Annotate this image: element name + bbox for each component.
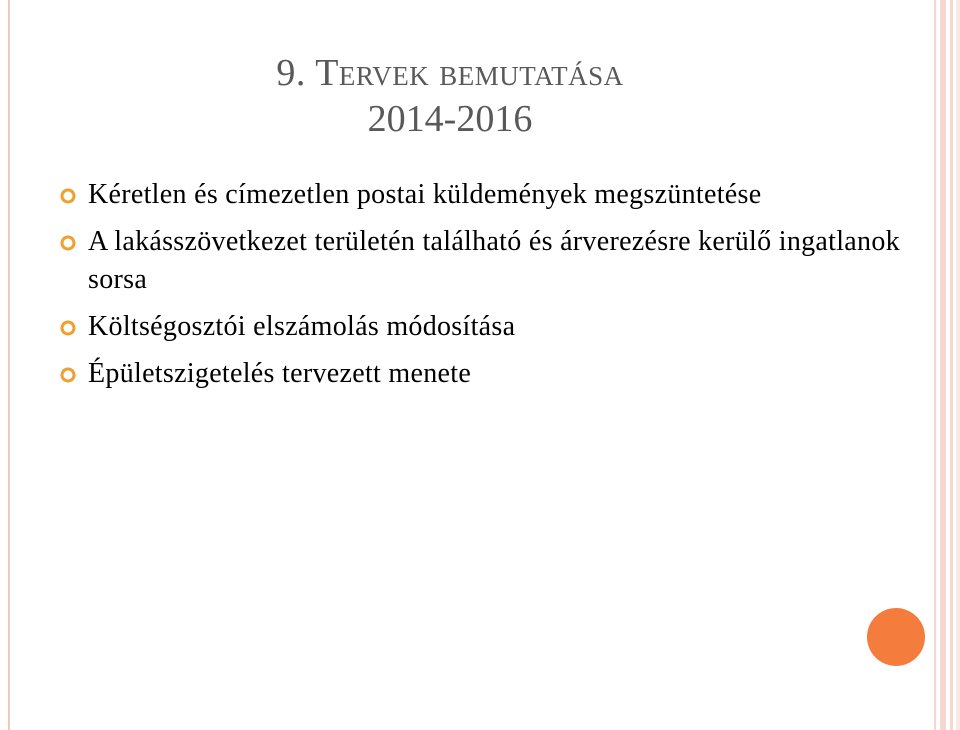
bullet-text: A lakásszövetkezet területén található és árverezésre kerülő ingatlanok sorsa bbox=[88, 226, 900, 295]
bullet-item bbox=[60, 308, 900, 346]
right-bar-4 bbox=[956, 0, 960, 730]
gear-bullet-icon bbox=[60, 235, 76, 251]
bullet-text: Költségosztói elszámolás módosítása bbox=[88, 311, 516, 342]
bullet-item bbox=[60, 355, 900, 393]
right-bar-1 bbox=[934, 0, 936, 730]
slide-title bbox=[0, 50, 900, 142]
right-bar-3 bbox=[950, 0, 953, 730]
bullet-text: Kéretlen és címezetlen postai küldemények megszüntetése bbox=[88, 179, 762, 210]
gear-bullet-icon bbox=[60, 188, 76, 204]
right-decorative-bars bbox=[934, 0, 960, 730]
bullet-text: Épületszigetelés tervezett menete bbox=[88, 358, 472, 389]
gear-bullet-icon bbox=[60, 320, 76, 336]
right-bar-2 bbox=[940, 0, 946, 730]
gear-bullet-icon bbox=[60, 367, 76, 383]
bullet-item bbox=[60, 176, 900, 214]
orange-circle-decoration bbox=[867, 608, 925, 666]
bullet-item bbox=[60, 223, 900, 299]
slide-title-line1: 9. Tervek bemutatása bbox=[276, 52, 624, 94]
slide-title-line2: 2014-2016 bbox=[367, 98, 533, 140]
bullet-list bbox=[60, 176, 900, 402]
